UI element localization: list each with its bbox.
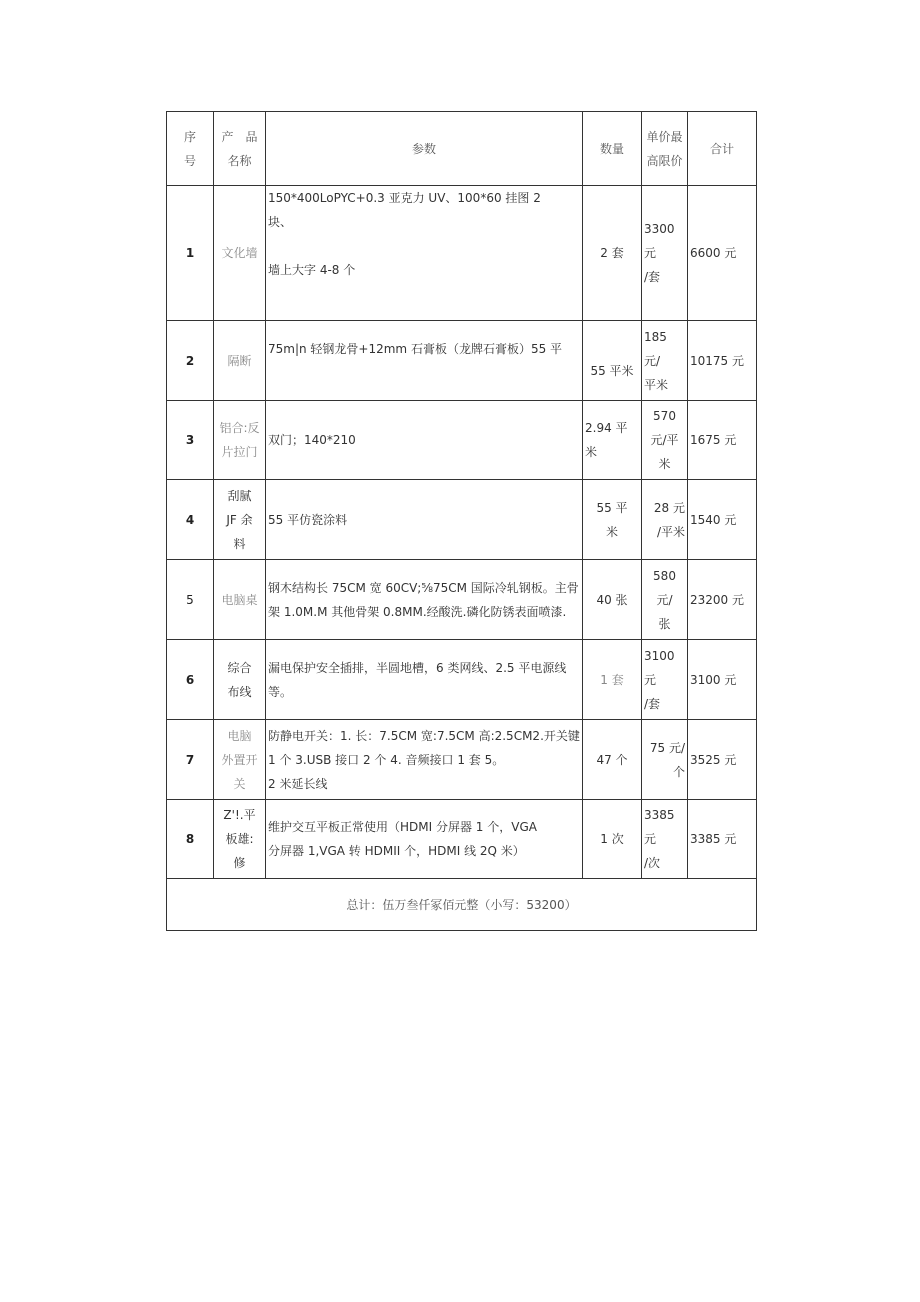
row-params: 双门；140*210 bbox=[266, 401, 583, 480]
row-params: 钢木结构长 75CM 宽 60CV;⅝75CM 国际冷轧钢板。主骨 架 1.0M.M 其他骨架 0.8MM.经酸洗.磷化防锈表面喷漆. bbox=[266, 560, 583, 640]
row-name: 综合 布线 bbox=[214, 640, 266, 720]
row-params: 55 平仿瓷涂料 bbox=[266, 480, 583, 560]
row-seq: 2 bbox=[167, 321, 214, 401]
row-seq: 8 bbox=[167, 800, 214, 879]
row-name: 文化墙 bbox=[214, 186, 266, 321]
summary-row bbox=[167, 879, 757, 931]
row-price: 185 元/ 平米 bbox=[642, 321, 688, 401]
row-name: 电脑 外置开 关 bbox=[214, 720, 266, 800]
row-qty: 2 套 bbox=[583, 186, 642, 321]
table-row bbox=[167, 186, 757, 321]
row-name: 刮腻 JF 余 料 bbox=[214, 480, 266, 560]
table-row bbox=[167, 640, 757, 720]
row-price: 3100 元 /套 bbox=[642, 640, 688, 720]
row-total: 23200 元 bbox=[688, 560, 757, 640]
row-name: Z'!.平 板雄: 修 bbox=[214, 800, 266, 879]
header-qty: 数量 bbox=[583, 112, 642, 186]
row-qty: 55 平 米 bbox=[583, 480, 642, 560]
row-seq: 1 bbox=[167, 186, 214, 321]
row-price: 3300 元 /套 bbox=[642, 186, 688, 321]
row-total: 3385 元 bbox=[688, 800, 757, 879]
header-params: 参数 bbox=[266, 112, 583, 186]
row-qty: 40 张 bbox=[583, 560, 642, 640]
row-seq: 4 bbox=[167, 480, 214, 560]
row-qty: 1 次 bbox=[583, 800, 642, 879]
table-row bbox=[167, 800, 757, 879]
table-row bbox=[167, 560, 757, 640]
row-seq: 5 bbox=[167, 560, 214, 640]
row-params: 防静电开关：1. 长：7.5CM 宽:7.5CM 高:2.5CM2.开关键 1 个 3.USB 接口 2 个 4. 音频接口 1 套 5。 2 米延长线 bbox=[266, 720, 583, 800]
row-total: 10175 元 bbox=[688, 321, 757, 401]
row-qty: 47 个 bbox=[583, 720, 642, 800]
row-params: 漏电保护安全插排，半圆地槽，6 类网线、2.5 平电源线 等。 bbox=[266, 640, 583, 720]
table-header-row bbox=[167, 112, 757, 186]
row-qty: 1 套 bbox=[583, 640, 642, 720]
row-qty: 2.94 平 米 bbox=[583, 401, 642, 480]
row-total: 1540 元 bbox=[688, 480, 757, 560]
row-total: 6600 元 bbox=[688, 186, 757, 321]
row-total: 3525 元 bbox=[688, 720, 757, 800]
table-row bbox=[167, 720, 757, 800]
row-price: 570 元/平 米 bbox=[642, 401, 688, 480]
row-name: 隔断 bbox=[214, 321, 266, 401]
header-name: 产 品 名称 bbox=[214, 112, 266, 186]
row-params: 150*400LoPYC+0.3 亚克力 UV、100*60 挂图 2 块、 墙上大字 4-8 个 bbox=[266, 186, 583, 321]
header-total: 合计 bbox=[688, 112, 757, 186]
row-name: 电脑桌 bbox=[214, 560, 266, 640]
table-row bbox=[167, 480, 757, 560]
row-name: 铝合:反 片拉门 bbox=[214, 401, 266, 480]
table-row bbox=[167, 401, 757, 480]
row-seq: 3 bbox=[167, 401, 214, 480]
quotation-table-wrapper bbox=[166, 111, 757, 931]
row-params: 75m|n 轻钢龙骨+12mm 石膏板（龙牌石膏板）55 平 bbox=[266, 321, 583, 401]
row-seq: 7 bbox=[167, 720, 214, 800]
row-price: 75 元/ 个 bbox=[642, 720, 688, 800]
row-total: 3100 元 bbox=[688, 640, 757, 720]
row-qty: 55 平米 bbox=[583, 321, 642, 401]
row-price: 28 元 /平米 bbox=[642, 480, 688, 560]
grand-total: 总计：伍万叁仟冢佰元整（小写：53200） bbox=[167, 879, 757, 931]
header-seq: 序 号 bbox=[167, 112, 214, 186]
row-total: 1675 元 bbox=[688, 401, 757, 480]
header-price: 单价最 高限价 bbox=[642, 112, 688, 186]
quotation-table bbox=[166, 111, 757, 931]
row-price: 580 元/ 张 bbox=[642, 560, 688, 640]
table-row bbox=[167, 321, 757, 401]
row-price: 3385 元 /次 bbox=[642, 800, 688, 879]
row-params: 维护交互平板正常使用（HDMI 分屏器 1 个，VGA 分屏器 1,VGA 转 HDMII 个，HDMI 线 2Q 米） bbox=[266, 800, 583, 879]
row-seq: 6 bbox=[167, 640, 214, 720]
